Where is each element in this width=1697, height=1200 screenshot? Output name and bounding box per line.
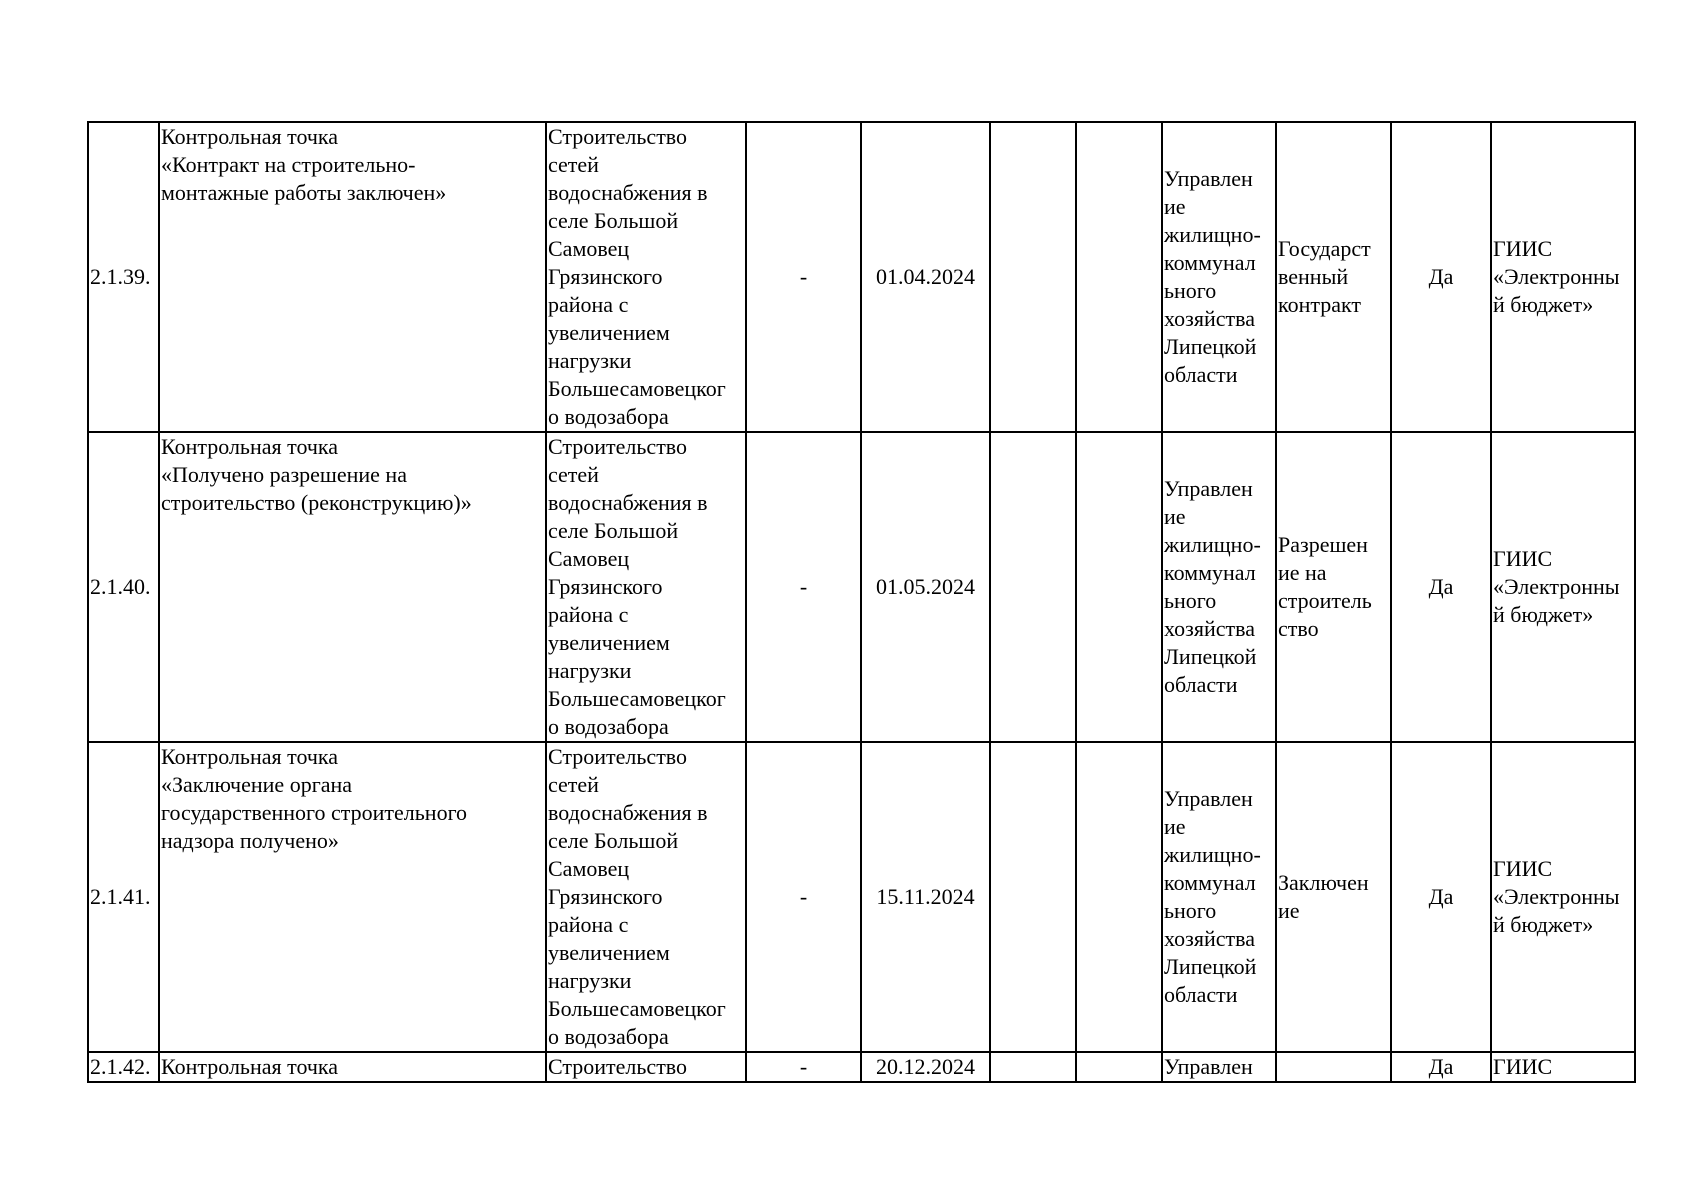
document-type (1276, 1052, 1391, 1082)
empty-cell (1076, 122, 1162, 432)
end-date: 15.11.2024 (861, 742, 990, 1052)
row-number: 2.1.41. (88, 742, 159, 1052)
row-number: 2.1.40. (88, 432, 159, 742)
start-date: - (746, 122, 861, 432)
object-description: Строительство (546, 1052, 746, 1082)
document-type: Государст венный контракт (1276, 122, 1391, 432)
document-type: Разрешен ие на строитель ство (1276, 432, 1391, 742)
responsible-organization: Управлен (1162, 1052, 1276, 1082)
row-number: 2.1.42. (88, 1052, 159, 1082)
control-point-name: Контрольная точка «Получено разрешение на строительство (реконструкцию)» (159, 432, 546, 742)
empty-cell (990, 432, 1076, 742)
empty-cell (1076, 1052, 1162, 1082)
responsible-organization: Управлен ие жилищно- коммунал ьного хозяйства Липецкой области (1162, 122, 1276, 432)
end-date: 01.04.2024 (861, 122, 990, 432)
empty-cell (990, 742, 1076, 1052)
empty-cell (990, 122, 1076, 432)
confirmation-flag: Да (1391, 1052, 1491, 1082)
empty-cell (1076, 432, 1162, 742)
document-type: Заключен ие (1276, 742, 1391, 1052)
row-number: 2.1.39. (88, 122, 159, 432)
responsible-organization: Управлен ие жилищно- коммунал ьного хозяйства Липецкой области (1162, 742, 1276, 1052)
table-row (88, 432, 1635, 742)
information-system: ГИИС «Электронны й бюджет» (1491, 742, 1635, 1052)
start-date: - (746, 742, 861, 1052)
table-row (88, 1052, 1635, 1082)
object-description: Строительство сетей водоснабжения в селе Большой Самовец Грязинского района с увеличением нагрузки Большесамовецког о водозабора (546, 432, 746, 742)
table-row (88, 742, 1635, 1052)
start-date: - (746, 432, 861, 742)
end-date: 20.12.2024 (861, 1052, 990, 1082)
responsible-organization: Управлен ие жилищно- коммунал ьного хозяйства Липецкой области (1162, 432, 1276, 742)
information-system: ГИИС «Электронны й бюджет» (1491, 432, 1635, 742)
control-point-name: Контрольная точка (159, 1052, 546, 1082)
object-description: Строительство сетей водоснабжения в селе Большой Самовец Грязинского района с увеличением нагрузки Большесамовецког о водозабора (546, 742, 746, 1052)
control-points-table (87, 121, 1636, 1083)
information-system: ГИИС «Электронны й бюджет» (1491, 122, 1635, 432)
information-system: ГИИС (1491, 1052, 1635, 1082)
start-date: - (746, 1052, 861, 1082)
empty-cell (1076, 742, 1162, 1052)
empty-cell (990, 1052, 1076, 1082)
table-row (88, 122, 1635, 432)
confirmation-flag: Да (1391, 432, 1491, 742)
end-date: 01.05.2024 (861, 432, 990, 742)
confirmation-flag: Да (1391, 122, 1491, 432)
control-point-name: Контрольная точка «Заключение органа государственного строительного надзора получено» (159, 742, 546, 1052)
control-point-name: Контрольная точка «Контракт на строительно- монтажные работы заключен» (159, 122, 546, 432)
object-description: Строительство сетей водоснабжения в селе Большой Самовец Грязинского района с увеличением нагрузки Большесамовецког о водозабора (546, 122, 746, 432)
confirmation-flag: Да (1391, 742, 1491, 1052)
